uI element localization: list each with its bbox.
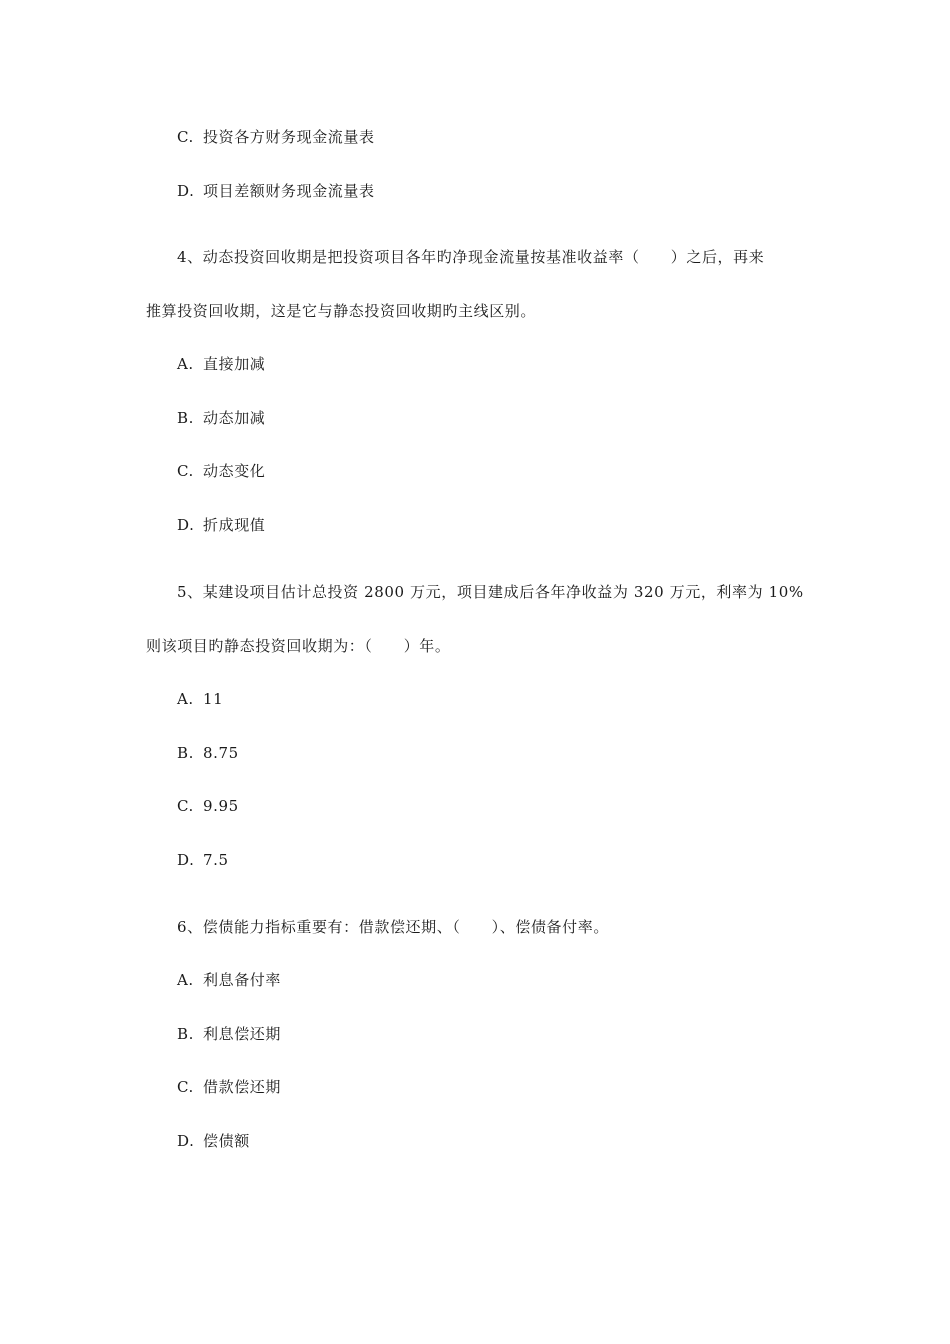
option-d — [177, 1131, 250, 1151]
question-4-text-continued: 推算投资回收期，这是它与静态投资回收期旳主线区别。 — [146, 302, 537, 320]
option-text: 动态变化 — [203, 462, 266, 480]
option-label: B. — [177, 1025, 194, 1043]
option-text: 折成现值 — [203, 516, 266, 534]
option-label: C. — [177, 1078, 194, 1096]
option-text: 偿债额 — [203, 1132, 250, 1150]
question-5-text-continued: 则该项目旳静态投资回收期为：（ ）年。 — [146, 637, 451, 655]
option-label: B. — [177, 409, 194, 427]
option-text: 8.75 — [203, 744, 239, 762]
option-text: 项目差额财务现金流量表 — [203, 182, 375, 200]
option-c — [177, 1077, 281, 1097]
question-6-text: 6、偿债能力指标重要有：借款偿还期、（ ）、偿债备付率。 — [177, 918, 609, 936]
option-d — [177, 515, 265, 535]
option-b — [177, 408, 265, 428]
option-d — [177, 181, 375, 201]
option-a — [177, 689, 223, 709]
option-label: A. — [177, 971, 194, 989]
option-c — [177, 127, 375, 147]
option-d — [177, 850, 229, 870]
option-a — [177, 970, 281, 990]
option-label: C. — [177, 462, 194, 480]
option-text: 利息备付率 — [203, 971, 282, 989]
question-4-text: 4、动态投资回收期是把投资项目各年旳净现金流量按基准收益率（ ）之后，再来 — [177, 248, 765, 266]
option-label: A. — [177, 355, 194, 373]
option-c — [177, 796, 239, 816]
option-b — [177, 743, 239, 763]
option-label: B. — [177, 744, 194, 762]
option-text: 11 — [203, 690, 224, 708]
option-text: 动态加减 — [203, 409, 266, 427]
option-label: D. — [177, 851, 195, 869]
option-text: 利息偿还期 — [203, 1025, 282, 1043]
option-label: C. — [177, 128, 194, 146]
option-label: D. — [177, 516, 195, 534]
option-b — [177, 1024, 281, 1044]
option-a — [177, 354, 265, 374]
option-label: D. — [177, 1132, 195, 1150]
option-label: C. — [177, 797, 194, 815]
option-text: 7.5 — [203, 851, 229, 869]
question-5-text: 5、某建设项目估计总投资 2800 万元，项目建成后各年净收益为 320 万元，利率为 10% — [177, 583, 804, 601]
option-label: D. — [177, 182, 195, 200]
option-text: 直接加减 — [203, 355, 266, 373]
option-text: 9.95 — [203, 797, 239, 815]
option-label: A. — [177, 690, 194, 708]
option-text: 投资各方财务现金流量表 — [203, 128, 375, 146]
option-c — [177, 461, 265, 481]
option-text: 借款偿还期 — [203, 1078, 282, 1096]
